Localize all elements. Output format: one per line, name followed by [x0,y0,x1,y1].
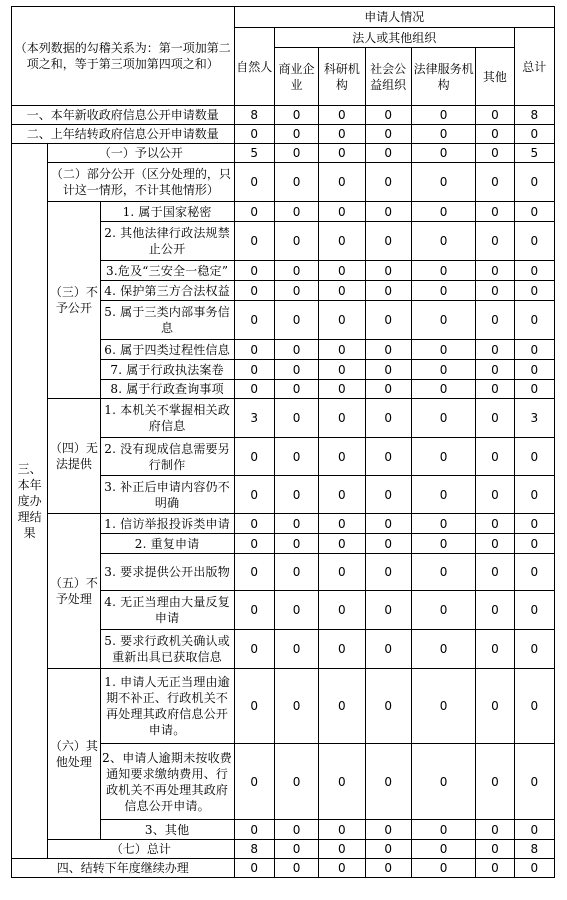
value-cell: 0 [319,744,365,820]
value-cell: 0 [476,840,514,859]
row-label: 四、结转下年度继续办理 [12,859,235,878]
value-cell: 0 [234,514,274,534]
value-cell: 0 [514,820,554,840]
value-cell: 0 [234,222,274,261]
value-cell: 0 [319,554,365,591]
value-cell: 0 [411,591,475,630]
value-cell: 0 [234,360,274,380]
value-cell: 0 [234,859,274,878]
value-cell: 0 [365,281,411,301]
value-cell: 0 [365,438,411,476]
value-cell: 0 [411,476,475,514]
value-cell: 0 [274,125,318,144]
value-cell: 5 [234,144,274,163]
value-cell: 0 [476,360,514,380]
table-row [12,202,555,222]
row-label: 3. 补正后申请内容仍不明确 [100,476,234,514]
row-label: （一）予以公开 [48,144,234,163]
value-cell: 0 [274,144,318,163]
row-label: 1. 信访举报投诉类申请 [100,514,234,534]
value-cell: 0 [411,281,475,301]
value-cell: 0 [476,476,514,514]
value-cell: 0 [319,261,365,281]
value-cell: 0 [365,202,411,222]
business-header: 商业企业 [274,48,318,106]
value-cell: 0 [514,281,554,301]
value-cell: 0 [234,438,274,476]
value-cell: 0 [274,554,318,591]
value-cell: 0 [274,438,318,476]
total-header: 总计 [514,28,554,106]
value-cell: 0 [274,840,318,859]
row-label: 2. 没有现成信息需要另行制作 [100,438,234,476]
other-header: 其他 [476,48,514,106]
value-cell: 0 [365,744,411,820]
value-cell: 0 [319,514,365,534]
value-cell: 0 [365,380,411,399]
value-cell: 0 [514,163,554,202]
legal-service-header: 法律服务机构 [411,48,475,106]
value-cell: 0 [365,163,411,202]
value-cell: 0 [411,399,475,438]
row-label: 6. 属于四类过程性信息 [100,340,234,360]
value-cell: 0 [411,669,475,744]
value-cell: 0 [319,202,365,222]
value-cell: 0 [319,859,365,878]
row-label: 7. 属于行政执法案卷 [100,360,234,380]
value-cell: 0 [274,281,318,301]
value-cell: 0 [319,820,365,840]
value-cell: 0 [234,630,274,669]
value-cell: 0 [234,125,274,144]
research-header: 科研机构 [319,48,365,106]
social-welfare-header: 社会公益组织 [365,48,411,106]
value-cell: 0 [476,301,514,340]
table-row [12,514,555,534]
table-row [12,859,555,878]
value-cell: 3 [514,399,554,438]
value-cell: 0 [365,591,411,630]
value-cell: 0 [476,630,514,669]
value-cell: 0 [411,301,475,340]
value-cell: 0 [411,261,475,281]
value-cell: 0 [319,125,365,144]
value-cell: 0 [365,554,411,591]
value-cell: 0 [365,144,411,163]
value-cell: 0 [514,438,554,476]
row-label: 2. 重复申请 [100,534,234,554]
value-cell: 0 [365,125,411,144]
value-cell: 0 [365,301,411,340]
value-cell: 0 [476,144,514,163]
value-cell: 0 [476,399,514,438]
value-cell: 0 [274,630,318,669]
value-cell: 0 [514,125,554,144]
value-cell: 0 [319,163,365,202]
value-cell: 0 [319,438,365,476]
value-cell: 0 [411,859,475,878]
value-cell: 0 [319,380,365,399]
value-cell: 0 [319,360,365,380]
value-cell: 3 [234,399,274,438]
value-cell: 0 [319,281,365,301]
row-label: 1. 属于国家秘密 [100,202,234,222]
table-row [12,399,555,438]
value-cell: 0 [274,744,318,820]
table-row [12,106,555,125]
value-cell: 0 [411,820,475,840]
value-cell: 0 [365,340,411,360]
value-cell: 0 [411,840,475,859]
row-label: 2. 其他法律行政法规禁止公开 [100,222,234,261]
value-cell: 0 [365,840,411,859]
value-cell: 0 [274,202,318,222]
value-cell: 0 [365,514,411,534]
row-label: 3、其他 [100,820,234,840]
value-cell: 0 [319,301,365,340]
value-cell: 0 [234,820,274,840]
value-cell: 0 [411,514,475,534]
value-cell: 0 [476,591,514,630]
value-cell: 0 [411,380,475,399]
value-cell: 0 [514,744,554,820]
row-label: 8. 属于行政查询事项 [100,380,234,399]
value-cell: 0 [411,630,475,669]
value-cell: 0 [274,261,318,281]
value-cell: 0 [365,476,411,514]
value-cell: 0 [411,534,475,554]
table-row [12,163,555,202]
value-cell: 0 [411,144,475,163]
row-label: 1. 本机关不掌握相关政府信息 [100,399,234,438]
value-cell: 0 [234,202,274,222]
value-cell: 0 [411,222,475,261]
legal-org-group-header: 法人或其他组织 [274,28,514,48]
value-cell: 0 [319,840,365,859]
value-cell: 0 [514,591,554,630]
value-cell: 0 [476,534,514,554]
value-cell: 0 [234,163,274,202]
value-cell: 0 [274,514,318,534]
row-label: 3. 要求提供公开出版物 [100,554,234,591]
value-cell: 0 [274,476,318,514]
value-cell: 0 [274,399,318,438]
value-cell: 0 [319,591,365,630]
value-cell: 0 [365,630,411,669]
value-cell: 0 [234,281,274,301]
value-cell: 0 [411,163,475,202]
value-cell: 0 [514,380,554,399]
value-cell: 0 [319,476,365,514]
value-cell: 0 [319,630,365,669]
row-label: 5. 属于三类内部事务信息 [100,301,234,340]
section-label: 三、本年度办理结果 [12,144,48,859]
value-cell: 0 [274,222,318,261]
value-cell: 0 [274,534,318,554]
value-cell: 0 [365,859,411,878]
value-cell: 0 [234,301,274,340]
value-cell: 5 [514,144,554,163]
row-label: 一、本年新收政府信息公开申请数量 [12,106,235,125]
value-cell: 0 [476,554,514,591]
value-cell: 0 [274,301,318,340]
value-cell: 0 [514,514,554,534]
value-cell: 0 [476,340,514,360]
value-cell: 0 [514,261,554,281]
table-row [12,840,555,859]
table-row [12,669,555,744]
value-cell: 8 [234,106,274,125]
applicant-info-header: 申请人情况 [234,7,554,28]
group-label: （五）不予处理 [48,514,100,669]
row-label: （七）总计 [48,840,234,859]
value-cell: 0 [319,534,365,554]
value-cell: 0 [274,380,318,399]
value-cell: 0 [476,222,514,261]
value-cell: 0 [411,340,475,360]
value-cell: 0 [274,820,318,840]
value-cell: 0 [476,820,514,840]
value-cell: 0 [514,669,554,744]
value-cell: 0 [514,554,554,591]
row-label: 2、申请人逾期未按收费通知要求缴纳费用、行政机关不再处理其政府信息公开申请。 [100,744,234,820]
value-cell: 0 [234,261,274,281]
row-label: 二、上年结转政府信息公开申请数量 [12,125,235,144]
value-cell: 0 [476,859,514,878]
value-cell: 0 [365,820,411,840]
value-cell: 0 [476,744,514,820]
value-cell: 0 [274,859,318,878]
row-label: 4. 保护第三方合法权益 [100,281,234,301]
value-cell: 0 [234,669,274,744]
row-label: 4. 无正当理由大量反复申请 [100,591,234,630]
value-cell: 0 [476,514,514,534]
government-info-disclosure-table [11,6,555,878]
value-cell: 0 [365,106,411,125]
value-cell: 0 [411,202,475,222]
value-cell: 0 [476,438,514,476]
value-cell: 0 [234,744,274,820]
value-cell: 0 [476,125,514,144]
natural-person-header: 自然人 [234,28,274,106]
group-label: （四）无法提供 [48,399,100,514]
value-cell: 8 [514,840,554,859]
value-cell: 0 [411,438,475,476]
value-cell: 0 [514,630,554,669]
value-cell: 0 [476,202,514,222]
value-cell: 0 [411,106,475,125]
value-cell: 0 [274,591,318,630]
value-cell: 0 [514,360,554,380]
value-cell: 0 [476,669,514,744]
value-cell: 0 [319,340,365,360]
value-cell: 8 [514,106,554,125]
value-cell: 0 [411,744,475,820]
value-cell: 0 [476,281,514,301]
value-cell: 0 [514,222,554,261]
table-note: （本列数据的勾稽关系为：第一项加第二项之和，等于第三项加第四项之和） [12,7,235,106]
value-cell: 0 [365,399,411,438]
value-cell: 0 [411,125,475,144]
value-cell: 0 [319,144,365,163]
value-cell: 0 [514,476,554,514]
value-cell: 0 [274,106,318,125]
value-cell: 0 [319,399,365,438]
value-cell: 0 [234,591,274,630]
value-cell: 0 [476,261,514,281]
row-label: 1. 申请人无正当理由逾期不补正、行政机关不再处理其政府信息公开申请。 [100,669,234,744]
value-cell: 0 [274,340,318,360]
value-cell: 0 [234,340,274,360]
value-cell: 0 [234,476,274,514]
value-cell: 0 [514,301,554,340]
value-cell: 0 [476,163,514,202]
table-row [12,144,555,163]
value-cell: 0 [274,669,318,744]
value-cell: 0 [274,360,318,380]
table-row [12,125,555,144]
value-cell: 0 [234,554,274,591]
value-cell: 0 [319,106,365,125]
value-cell: 0 [514,534,554,554]
value-cell: 0 [411,360,475,380]
value-cell: 0 [476,380,514,399]
row-label: 3.危及“三安全一稳定” [100,261,234,281]
value-cell: 0 [234,380,274,399]
value-cell: 0 [411,554,475,591]
value-cell: 0 [514,859,554,878]
value-cell: 0 [319,669,365,744]
value-cell: 0 [234,534,274,554]
row-label: （二）部分公开（区分处理的，只计这一情形，不计其他情形） [48,163,234,202]
row-label: 5. 要求行政机关确认或重新出具已获取信息 [100,630,234,669]
value-cell: 0 [365,669,411,744]
value-cell: 0 [365,534,411,554]
value-cell: 0 [365,261,411,281]
value-cell: 0 [365,222,411,261]
value-cell: 8 [234,840,274,859]
value-cell: 0 [514,340,554,360]
group-label: （三）不予公开 [48,202,100,399]
value-cell: 0 [365,360,411,380]
value-cell: 0 [319,222,365,261]
value-cell: 0 [274,163,318,202]
group-label: （六）其他处理 [48,669,100,840]
value-cell: 0 [514,202,554,222]
value-cell: 0 [476,106,514,125]
